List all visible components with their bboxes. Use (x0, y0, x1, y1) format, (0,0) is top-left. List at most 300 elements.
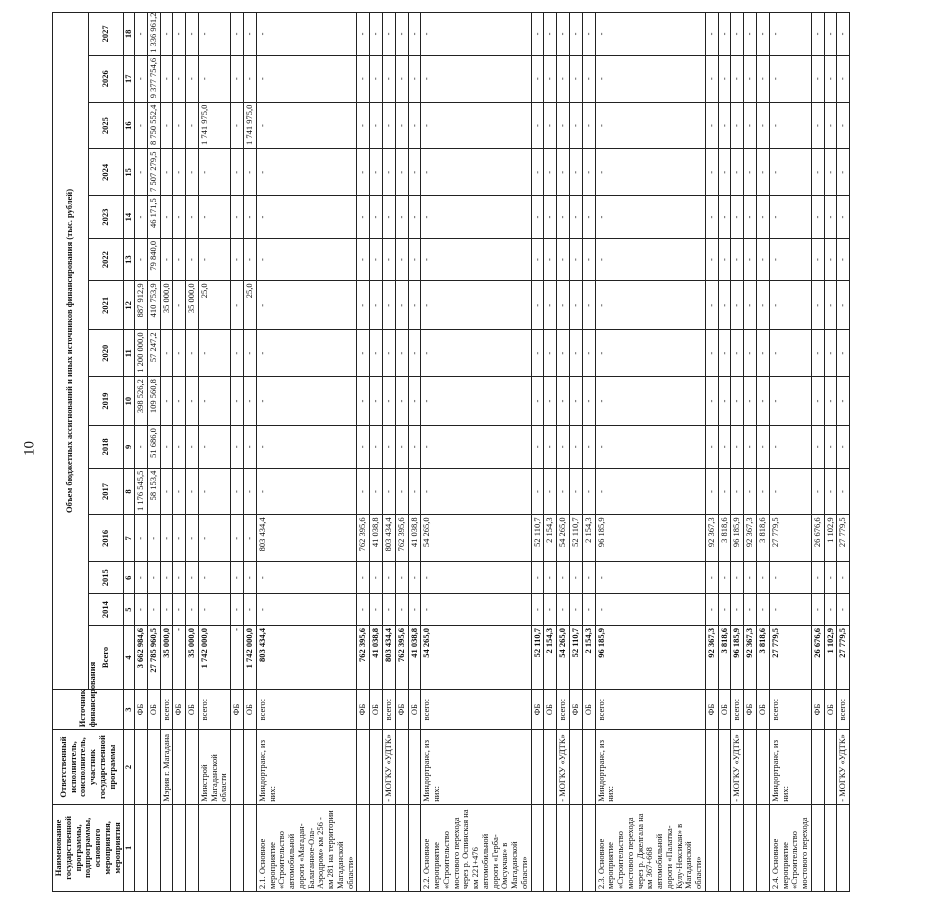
cell-year-value: - (769, 562, 811, 594)
cell-year-value: - (231, 196, 244, 239)
cell-year-value: - (231, 330, 244, 377)
cell-source: всего: (160, 689, 173, 729)
cell-year-value: - (531, 562, 544, 594)
cell-year-value: - (595, 55, 705, 102)
cell-year-value: - (824, 55, 837, 102)
cell-name (160, 804, 173, 891)
cell-responsible (244, 730, 257, 804)
cell-year-value: 410 753,9 (147, 281, 160, 330)
table-row (705, 13, 718, 892)
cell-year-value: - (370, 562, 383, 594)
cell-year-value: - (544, 594, 557, 626)
cell-year-value: - (837, 281, 850, 330)
cell-year-value: 803 434,4 (256, 515, 357, 562)
cell-source: всего: (595, 689, 705, 729)
cell-year-value: - (173, 426, 186, 469)
cell-source: ОБ (718, 689, 731, 729)
cell-year-value: - (198, 13, 230, 56)
cell-year-value: - (718, 238, 731, 281)
cell-year-value: - (582, 196, 595, 239)
cell-responsible: Миндортранс, из них: (256, 730, 357, 804)
cell-year-value: - (256, 281, 357, 330)
cell-responsible: - МОГКУ «УДТК» (837, 730, 850, 804)
cell-total: 96 185,9 (595, 626, 705, 690)
cell-total: 92 367,3 (744, 626, 757, 690)
cell-year-value: - (231, 426, 244, 469)
table-row (744, 13, 757, 892)
cell-year-value: - (395, 13, 408, 56)
cell-year-value: - (569, 377, 582, 426)
cell-year-value: - (569, 468, 582, 515)
cell-year-value: - (811, 594, 824, 626)
cell-year-value: - (757, 426, 770, 469)
cell-year-value: - (186, 562, 199, 594)
cell-year-value: - (256, 102, 357, 149)
cell-year-value: 41 038,8 (408, 515, 421, 562)
cell-year-value: - (531, 468, 544, 515)
cell-year-value: - (718, 594, 731, 626)
cell-year-value: - (582, 330, 595, 377)
cell-year-value: - (421, 281, 531, 330)
cell-year-value: - (544, 102, 557, 149)
cell-year-value: - (718, 468, 731, 515)
cell-year-value: - (186, 594, 199, 626)
cell-year-value: - (731, 55, 744, 102)
cell-source: ФБ (705, 689, 718, 729)
cell-source: ФБ (231, 689, 244, 729)
cell-year-value: - (370, 149, 383, 196)
header-year: 2024 (88, 149, 124, 196)
cell-year-value: - (256, 377, 357, 426)
rotated-table-container (52, 12, 848, 892)
document-sheet (52, 12, 932, 889)
cell-year-value: - (531, 330, 544, 377)
cell-year-value: - (160, 55, 173, 102)
page-number: 10 (21, 441, 38, 456)
cell-year-value: - (421, 13, 531, 56)
cell-year-value: - (824, 149, 837, 196)
cell-source: ФБ (135, 689, 148, 729)
cell-year-value: - (582, 594, 595, 626)
cell-year-value: - (160, 238, 173, 281)
cell-year-value: - (557, 102, 570, 149)
header-responsible: Ответственный исполнитель, соисполнитель, участник государственной программы (53, 730, 124, 804)
header-year: 2016 (88, 515, 124, 562)
cell-year-value: - (837, 196, 850, 239)
cell-year-value: - (395, 281, 408, 330)
cell-year-value: - (244, 515, 257, 562)
column-index: 18 (124, 13, 135, 56)
cell-year-value: - (582, 13, 595, 56)
cell-year-value: - (531, 594, 544, 626)
column-index: 1 (124, 804, 135, 891)
cell-year-value: - (544, 330, 557, 377)
cell-responsible: - МОГКУ «УДТК» (731, 730, 744, 804)
cell-total: 27 779,5 (769, 626, 811, 690)
cell-year-value: - (256, 468, 357, 515)
cell-year-value: - (408, 281, 421, 330)
cell-year-value: - (231, 55, 244, 102)
cell-year-value: - (731, 377, 744, 426)
cell-year-value: - (256, 426, 357, 469)
cell-year-value: - (705, 562, 718, 594)
cell-year-value: - (718, 562, 731, 594)
cell-year-value: 803 434,4 (382, 515, 395, 562)
cell-year-value: - (769, 13, 811, 56)
header-year: 2026 (88, 55, 124, 102)
cell-year-value: - (244, 55, 257, 102)
cell-year-value: - (824, 562, 837, 594)
cell-year-value: 1 336 961,2 (147, 13, 160, 56)
cell-year-value: - (718, 55, 731, 102)
cell-year-value: - (408, 149, 421, 196)
cell-year-value: - (198, 196, 230, 239)
cell-total: 2 154,3 (544, 626, 557, 690)
cell-source: всего: (382, 689, 395, 729)
cell-year-value: - (370, 377, 383, 426)
column-index: 13 (124, 238, 135, 281)
cell-year-value: - (744, 281, 757, 330)
cell-total: 762 395,6 (357, 626, 370, 690)
table-row (531, 13, 544, 892)
cell-year-value: - (705, 13, 718, 56)
cell-year-value: - (811, 468, 824, 515)
cell-source: всего: (769, 689, 811, 729)
cell-year-value: - (705, 594, 718, 626)
cell-year-value: - (370, 13, 383, 56)
cell-year-value: - (544, 281, 557, 330)
cell-name (824, 804, 837, 891)
cell-year-value: - (705, 196, 718, 239)
cell-year-value: - (744, 55, 757, 102)
cell-year-value: - (135, 13, 148, 56)
cell-year-value: - (557, 55, 570, 102)
cell-year-value: 54 265,0 (421, 515, 531, 562)
header-source: Источник финансирования (53, 689, 124, 729)
cell-year-value: - (186, 238, 199, 281)
cell-year-value: - (837, 426, 850, 469)
cell-responsible (231, 730, 244, 804)
cell-year-value: 7 507 279,5 (147, 149, 160, 196)
cell-year-value: - (370, 426, 383, 469)
cell-year-value: - (757, 102, 770, 149)
cell-responsible (531, 730, 544, 804)
cell-year-value: 762 395,6 (357, 515, 370, 562)
cell-year-value: - (811, 562, 824, 594)
cell-year-value: - (408, 196, 421, 239)
cell-year-value: - (731, 594, 744, 626)
cell-name (198, 804, 230, 891)
cell-year-value: - (744, 330, 757, 377)
cell-year-value: - (370, 330, 383, 377)
column-index: 3 (124, 689, 135, 729)
cell-year-value: - (382, 594, 395, 626)
cell-year-value: - (769, 426, 811, 469)
cell-year-value: - (595, 562, 705, 594)
cell-year-value: - (595, 238, 705, 281)
cell-year-value: - (173, 330, 186, 377)
cell-year-value: - (811, 426, 824, 469)
cell-year-value: - (837, 562, 850, 594)
cell-year-value: - (557, 377, 570, 426)
cell-year-value: - (421, 102, 531, 149)
cell-year-value: - (421, 55, 531, 102)
cell-responsible (147, 730, 160, 804)
cell-year-value: - (731, 238, 744, 281)
cell-year-value: - (421, 594, 531, 626)
header-year: 2019 (88, 377, 124, 426)
column-index: 8 (124, 468, 135, 515)
cell-year-value: - (757, 468, 770, 515)
cell-year-value: - (811, 238, 824, 281)
cell-year-value: - (231, 562, 244, 594)
table-row (718, 13, 731, 892)
table-row (382, 13, 395, 892)
cell-year-value: - (357, 468, 370, 515)
cell-year-value: 887 912,9 (135, 281, 148, 330)
cell-name (731, 804, 744, 891)
cell-name (544, 804, 557, 891)
cell-source: ОБ (370, 689, 383, 729)
cell-name (582, 804, 595, 891)
cell-source: ОБ (147, 689, 160, 729)
cell-year-value: - (160, 196, 173, 239)
cell-responsible (757, 730, 770, 804)
cell-year-value: - (421, 149, 531, 196)
cell-year-value: 8 750 552,4 (147, 102, 160, 149)
cell-year-value: - (731, 196, 744, 239)
cell-responsible (718, 730, 731, 804)
cell-total: - (231, 626, 244, 690)
cell-year-value: - (231, 377, 244, 426)
cell-year-value: - (744, 13, 757, 56)
cell-year-value: - (173, 515, 186, 562)
cell-year-value: - (256, 55, 357, 102)
cell-source: всего: (256, 689, 357, 729)
cell-year-value: - (718, 377, 731, 426)
cell-year-value: - (531, 149, 544, 196)
cell-year-value: - (231, 102, 244, 149)
table-row (421, 13, 531, 892)
column-index: 10 (124, 377, 135, 426)
cell-year-value: 1 176 545,5 (135, 468, 148, 515)
cell-year-value: - (744, 594, 757, 626)
cell-total: 54 265,0 (421, 626, 531, 690)
cell-year-value: - (370, 468, 383, 515)
cell-year-value: 58 153,4 (147, 468, 160, 515)
cell-source: ОБ (757, 689, 770, 729)
cell-year-value: - (357, 281, 370, 330)
table-row (569, 13, 582, 892)
cell-year-value: - (173, 13, 186, 56)
cell-year-value: - (173, 238, 186, 281)
cell-year-value: - (186, 102, 199, 149)
cell-year-value: - (569, 562, 582, 594)
cell-name: 2.1. Основное мероприятие «Строительство автомобильной дороги «Магадан-Балаганное-Ола-Аэродром» км 256 - км 281 на территории Магаданской области» (256, 804, 357, 891)
cell-year-value: - (135, 562, 148, 594)
cell-year-value: - (198, 377, 230, 426)
cell-total: 41 038,8 (370, 626, 383, 690)
cell-year-value: - (757, 594, 770, 626)
cell-year-value: - (582, 468, 595, 515)
cell-year-value: - (147, 515, 160, 562)
cell-year-value: - (135, 426, 148, 469)
table-row (198, 13, 230, 892)
cell-year-value: - (569, 426, 582, 469)
cell-year-value: - (582, 426, 595, 469)
cell-year-value: - (718, 102, 731, 149)
cell-year-value: - (544, 149, 557, 196)
cell-name (757, 804, 770, 891)
cell-year-value: - (382, 196, 395, 239)
cell-total: 803 434,4 (382, 626, 395, 690)
cell-year-value: - (186, 13, 199, 56)
cell-year-value: - (395, 426, 408, 469)
cell-year-value: - (160, 426, 173, 469)
cell-name (370, 804, 383, 891)
cell-year-value: - (837, 13, 850, 56)
table-row (186, 13, 199, 892)
header-year: 2018 (88, 426, 124, 469)
cell-year-value: - (244, 594, 257, 626)
cell-year-value: 79 840,0 (147, 238, 160, 281)
cell-year-value: - (421, 238, 531, 281)
cell-name (744, 804, 757, 891)
cell-year-value: - (569, 281, 582, 330)
cell-year-value: - (198, 238, 230, 281)
table-row (370, 13, 383, 892)
cell-year-value: - (370, 594, 383, 626)
cell-year-value: 25,0 (198, 281, 230, 330)
cell-year-value: - (382, 238, 395, 281)
cell-source: ФБ (395, 689, 408, 729)
cell-year-value: - (595, 594, 705, 626)
cell-year-value: 3 818,6 (718, 515, 731, 562)
cell-year-value: - (744, 426, 757, 469)
cell-total: 27 779,5 (837, 626, 850, 690)
cell-year-value: - (160, 562, 173, 594)
cell-year-value: - (198, 330, 230, 377)
cell-year-value: - (186, 377, 199, 426)
cell-year-value: - (173, 281, 186, 330)
cell-year-value: - (160, 13, 173, 56)
column-index: 15 (124, 149, 135, 196)
cell-year-value: - (395, 468, 408, 515)
cell-year-value: - (186, 55, 199, 102)
cell-year-value: - (256, 196, 357, 239)
table-row (824, 13, 837, 892)
budget-table (52, 12, 850, 892)
cell-year-value: - (582, 377, 595, 426)
table-row (582, 13, 595, 892)
cell-year-value: - (256, 330, 357, 377)
cell-year-value: - (731, 102, 744, 149)
table-row (135, 13, 148, 892)
cell-year-value: - (244, 238, 257, 281)
cell-year-value: - (824, 330, 837, 377)
cell-year-value: - (231, 515, 244, 562)
cell-year-value: - (231, 13, 244, 56)
cell-year-value: - (705, 149, 718, 196)
header-year: 2014 (88, 594, 124, 626)
cell-year-value: - (531, 238, 544, 281)
cell-year-value: - (244, 468, 257, 515)
cell-responsible: Минстрой Магаданской области (198, 730, 230, 804)
cell-year-value: - (824, 594, 837, 626)
column-index: 5 (124, 594, 135, 626)
cell-year-value: - (544, 13, 557, 56)
header-year: 2023 (88, 196, 124, 239)
cell-year-value: - (395, 149, 408, 196)
cell-name (147, 804, 160, 891)
cell-source: ОБ (544, 689, 557, 729)
cell-year-value: - (705, 377, 718, 426)
cell-year-value: - (408, 102, 421, 149)
table-body (135, 13, 850, 892)
cell-year-value: 27 779,5 (769, 515, 811, 562)
cell-year-value: - (769, 377, 811, 426)
table-row (395, 13, 408, 892)
cell-year-value: - (408, 55, 421, 102)
cell-total: 1 742 000,0 (244, 626, 257, 690)
cell-year-value: - (135, 515, 148, 562)
cell-year-value: - (544, 238, 557, 281)
cell-year-value: 41 038,8 (370, 515, 383, 562)
cell-total: 3 818,6 (757, 626, 770, 690)
header-year: 2025 (88, 102, 124, 149)
cell-year-value: - (718, 149, 731, 196)
cell-total: 1 742 000,0 (198, 626, 230, 690)
cell-year-value: - (186, 330, 199, 377)
cell-year-value: - (744, 196, 757, 239)
table-row (595, 13, 705, 892)
cell-year-value: - (421, 377, 531, 426)
cell-total: 762 395,6 (395, 626, 408, 690)
cell-year-value: - (557, 468, 570, 515)
cell-year-value: - (160, 468, 173, 515)
cell-year-value: 26 676,6 (811, 515, 824, 562)
cell-year-value: - (705, 238, 718, 281)
cell-year-value: - (370, 102, 383, 149)
cell-name (231, 804, 244, 891)
cell-year-value: 9 377 754,6 (147, 55, 160, 102)
cell-year-value: - (744, 562, 757, 594)
cell-year-value: 52 110,7 (531, 515, 544, 562)
table-row (357, 13, 370, 892)
cell-year-value: - (557, 196, 570, 239)
cell-name: 2.3. Основное мероприятие «Строительство мостового перехода через р. Джелгала на км 367+668 автомобильной дороги «Палатка-Кулу-Нексикан» в Магаданской области» (595, 804, 705, 891)
cell-year-value: - (757, 562, 770, 594)
cell-year-value: - (595, 426, 705, 469)
table-row (147, 13, 160, 892)
cell-year-value: - (382, 102, 395, 149)
cell-year-value: - (198, 468, 230, 515)
cell-year-value: - (824, 196, 837, 239)
cell-year-value: - (811, 377, 824, 426)
cell-name (705, 804, 718, 891)
cell-year-value: - (731, 149, 744, 196)
cell-year-value: - (160, 149, 173, 196)
cell-name (186, 804, 199, 891)
table-row (811, 13, 824, 892)
cell-name (357, 804, 370, 891)
cell-year-value: - (769, 149, 811, 196)
cell-year-value: - (357, 330, 370, 377)
table-row (731, 13, 744, 892)
cell-year-value: - (244, 196, 257, 239)
cell-year-value: - (186, 468, 199, 515)
cell-responsible: - МОГКУ «УДТК» (557, 730, 570, 804)
